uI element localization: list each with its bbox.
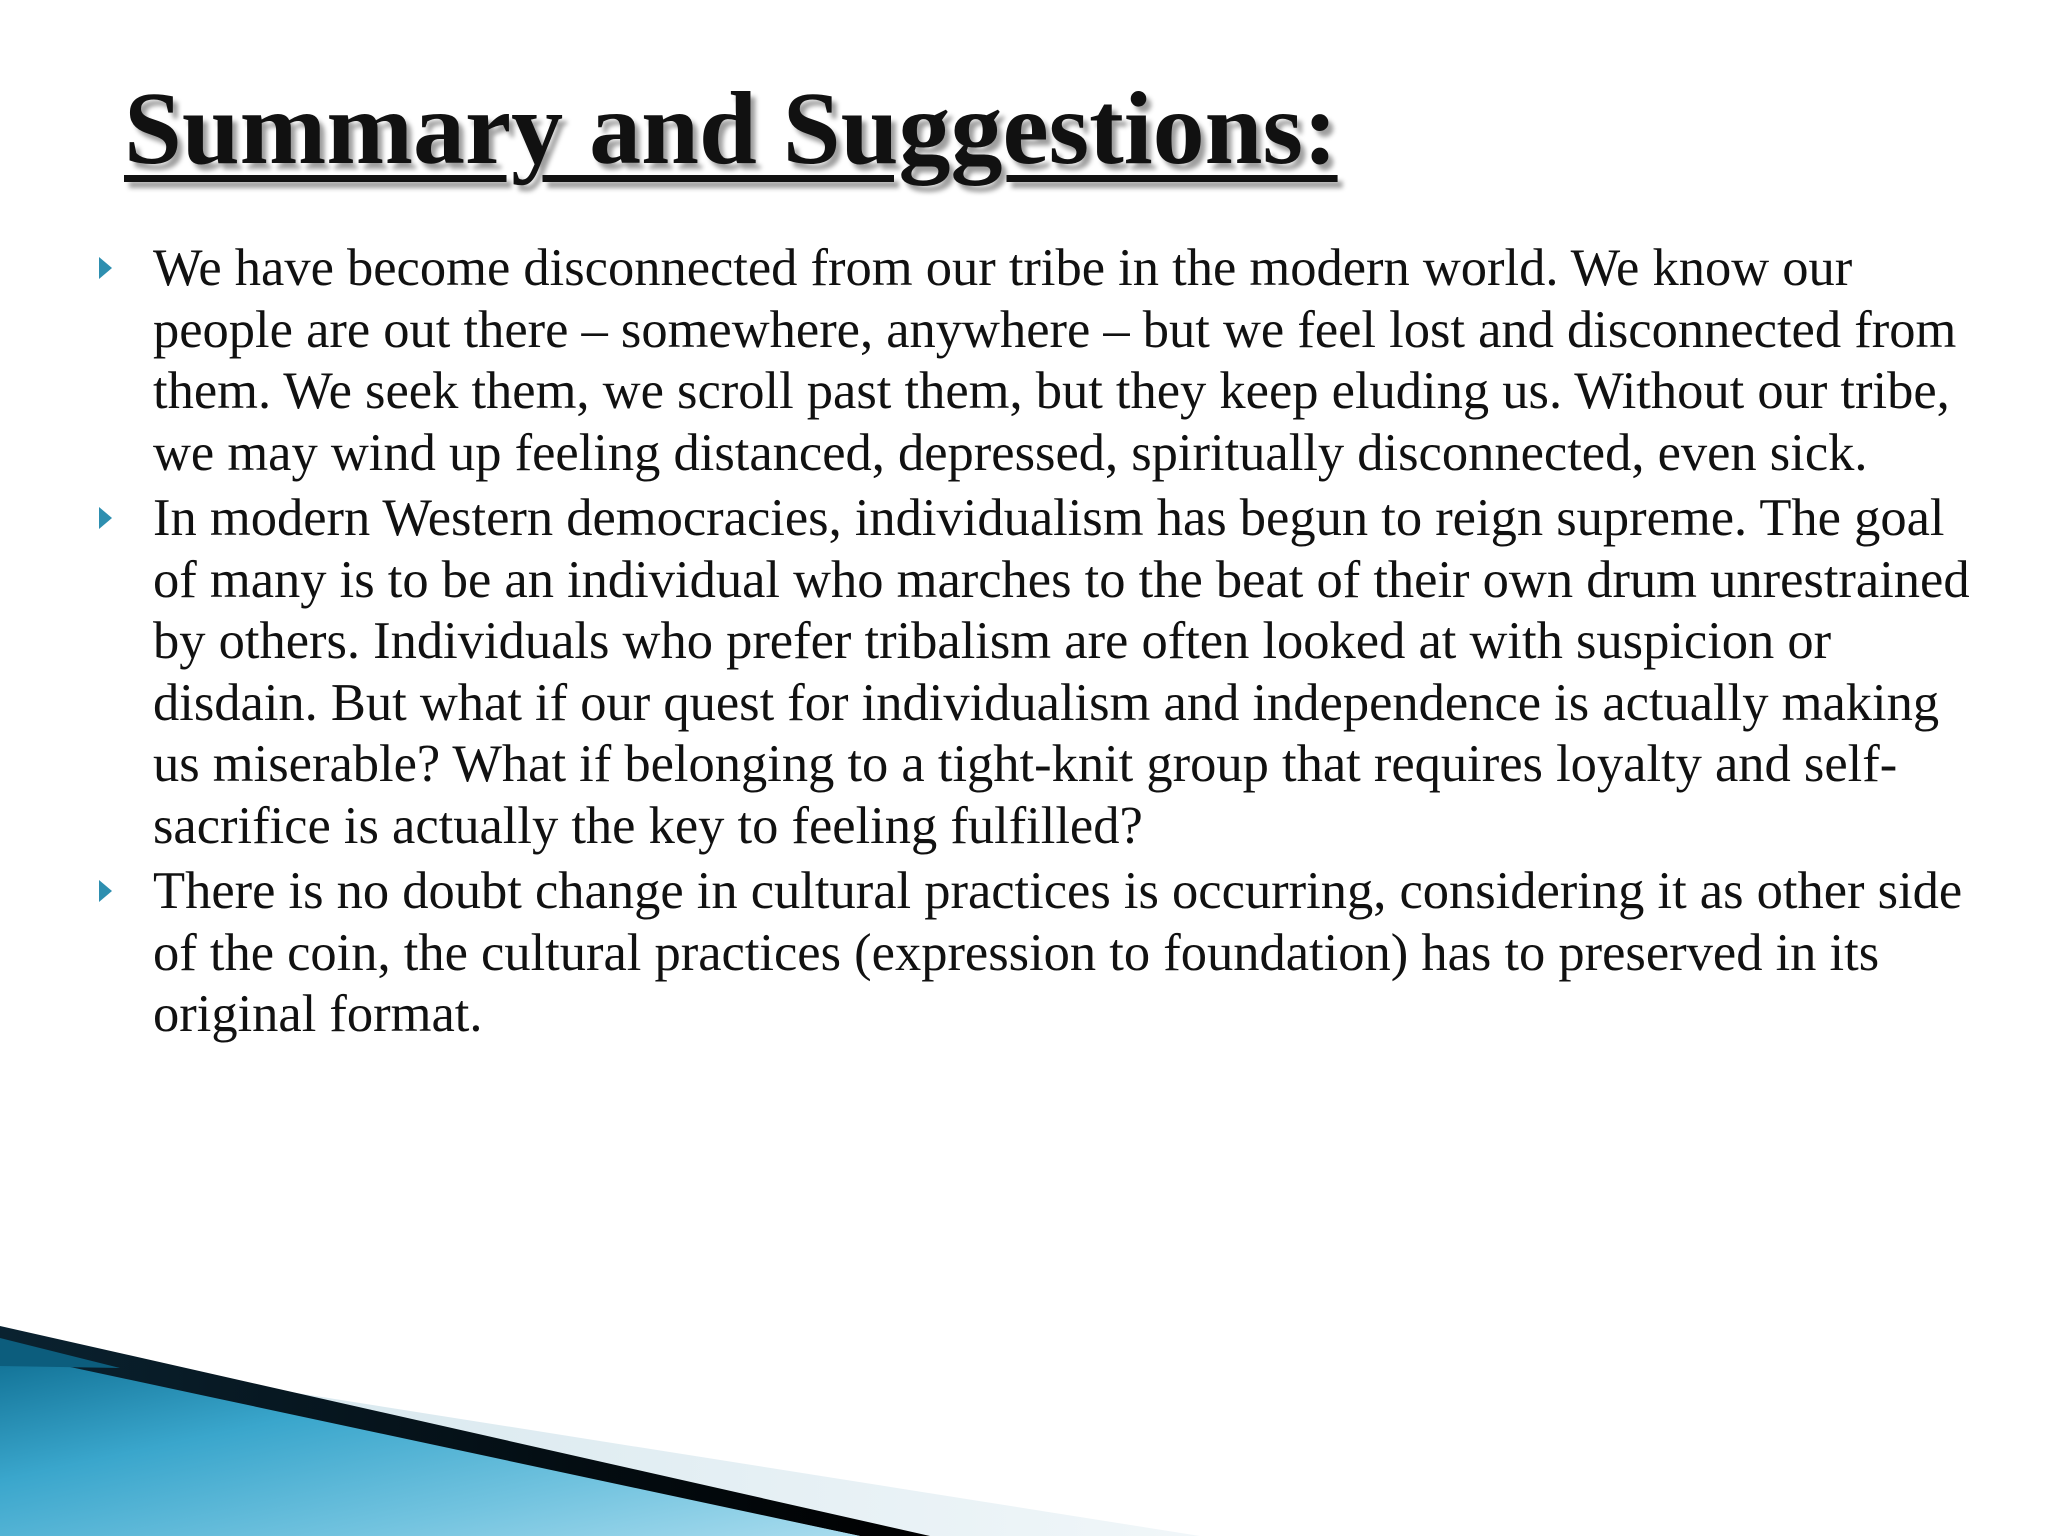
- triangle-bullet-icon: [99, 257, 112, 279]
- bullet-item: [0, 238, 1973, 484]
- bullet-text: In modern Western democracies, individualism has begun to reign supreme. The goal of many is to be an individual who marches to the beat of their own drum unrestrained by others. Individuals who prefer tribalism are often looked at with suspicion or disdain. But what if our quest for individualism and independence is actually making us miserable? What if belonging to a tight-knit group that requires loyalty and self-sacrifice is actually the key to feeling fulfilled?: [153, 489, 1970, 855]
- decorative-corner-swoosh: [0, 1286, 2048, 1536]
- bullet-item: [0, 861, 1973, 1046]
- bullet-list: [0, 238, 2048, 1050]
- slide-title: Summary and Suggestions:: [124, 71, 1338, 186]
- bullet-text: We have become disconnected from our tribe in the modern world. We know our people are out there – somewhere, anywhere – but we feel lost and disconnected from them. We seek them, we scroll past them, but they keep eluding us. Without our tribe, we may wind up feeling distanced, depressed, spiritually disconnected, even sick.: [153, 239, 1957, 482]
- triangle-bullet-icon: [99, 507, 112, 529]
- bullet-item: [0, 488, 1973, 857]
- bullet-text: There is no doubt change in cultural practices is occurring, considering it as other side of the coin, the cultural practices (expression to foundation) has to preserved in its original format.: [153, 862, 1963, 1043]
- triangle-bullet-icon: [99, 880, 112, 902]
